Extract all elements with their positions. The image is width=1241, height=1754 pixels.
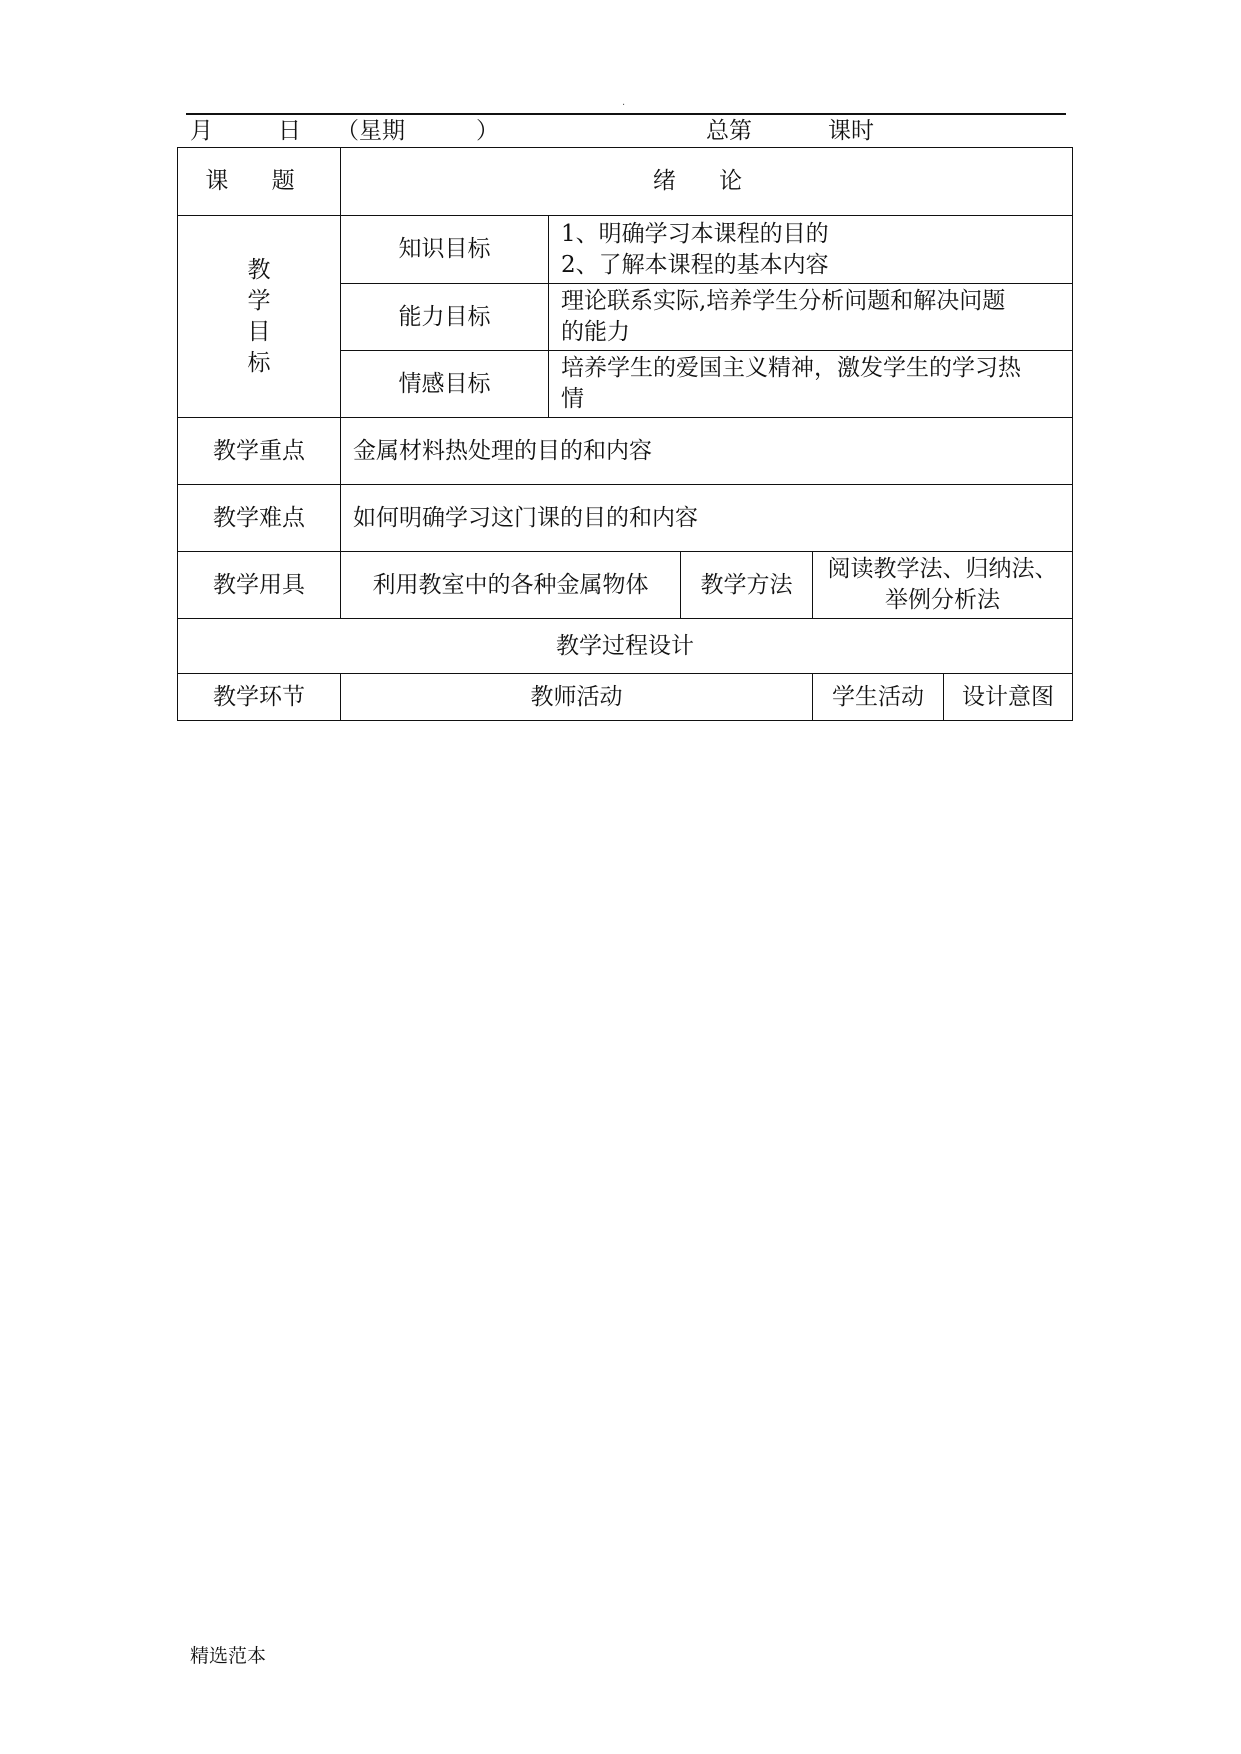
process-header-row (178, 674, 1073, 721)
method-label: 教学方法 (681, 552, 813, 619)
ability-objective-value (549, 284, 1073, 351)
header-rule (186, 113, 1066, 115)
knowledge-objective-row (178, 216, 1073, 284)
topic-value: 绪 论 (652, 168, 761, 194)
emotion-objective-value (549, 351, 1073, 418)
knowledge-objective-line: 1、明确学习本课程的目的 (561, 220, 829, 247)
tools-method-row (178, 552, 1073, 619)
objectives-label-cell (178, 216, 341, 418)
process-header-teacher: 教师活动 (341, 674, 813, 721)
process-title-row (178, 619, 1073, 674)
topic-row (178, 148, 1073, 216)
process-title: 教学过程设计 (178, 619, 1073, 674)
key-point-value: 金属材料热处理的目的和内容 (341, 418, 1073, 485)
knowledge-objective-value (549, 216, 1073, 284)
difficulty-label: 教学难点 (178, 485, 341, 552)
header-total: 总第 (706, 118, 752, 144)
key-point-label: 教学重点 (178, 418, 341, 485)
header-lesson: 课时 (828, 118, 874, 144)
footer-text: 精选范本 (190, 1645, 267, 1667)
topic-label: 课 题 (205, 168, 313, 194)
objectives-label-char: 学 (247, 287, 271, 314)
lesson-plan-table (177, 147, 1073, 721)
objectives-label-char: 目 (247, 318, 271, 345)
objectives-label-char: 教 (247, 256, 271, 283)
header-day: 日 (278, 118, 301, 144)
emotion-objective-line: 情 (561, 386, 584, 412)
process-header-student: 学生活动 (813, 674, 944, 721)
knowledge-objective-line: 2、了解本课程的基本内容 (561, 251, 829, 278)
header-month: 月 (190, 118, 213, 144)
header-weekday-close: ） (476, 118, 499, 144)
difficulty-row (178, 485, 1073, 552)
objectives-label-char: 标 (247, 349, 271, 376)
header-dot: . (622, 97, 626, 108)
tools-label: 教学用具 (178, 552, 341, 619)
knowledge-objective-label: 知识目标 (341, 216, 549, 284)
topic-value-cell (341, 148, 1073, 216)
method-line: 阅读教学法、归纳法、 (827, 556, 1058, 582)
process-header-stage: 教学环节 (178, 674, 341, 721)
topic-label-cell (178, 148, 341, 216)
tools-value: 利用教室中的各种金属物体 (341, 552, 681, 619)
header-weekday-open: （星期 (336, 118, 405, 144)
ability-objective-line: 的能力 (561, 319, 630, 345)
ability-objective-line: 理论联系实际,培养学生分析问题和解决问题 (561, 288, 1006, 314)
emotion-objective-label: 情感目标 (341, 351, 549, 418)
method-value (813, 552, 1073, 619)
process-header-intent: 设计意图 (944, 674, 1073, 721)
key-point-row (178, 418, 1073, 485)
difficulty-value: 如何明确学习这门课的目的和内容 (341, 485, 1073, 552)
method-line: 举例分析法 (885, 587, 1001, 613)
emotion-objective-line: 培养学生的爱国主义精神，激发学生的学习热 (561, 355, 1021, 381)
ability-objective-label: 能力目标 (341, 284, 549, 351)
